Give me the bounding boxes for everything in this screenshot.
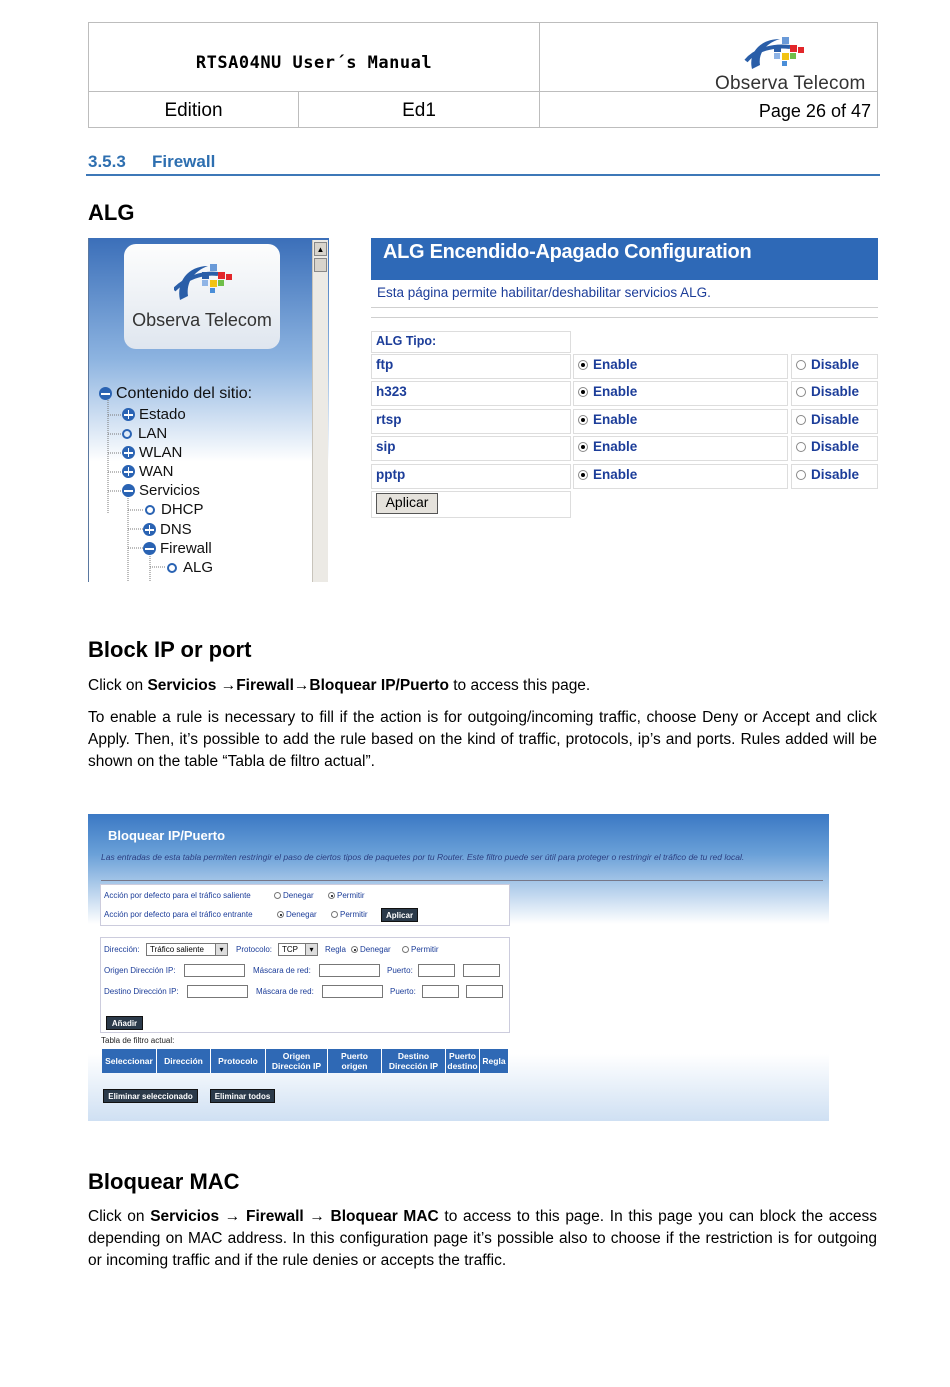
- block-ip-intro: Las entradas de esta tabla permiten restringir el paso de ciertos tipos de paquetes por tu Router. Este filtro puede ser útil para proteger o restringir el tráfico de tu red local.: [101, 852, 745, 862]
- radio-checked-icon: [578, 442, 588, 452]
- tree-item-wan[interactable]: WAN: [122, 462, 173, 481]
- col-protocol: Protocolo: [211, 1049, 266, 1073]
- col-dst-ip: Destino Dirección IP: [382, 1049, 446, 1073]
- dst-mask-label: Máscara de red:: [256, 987, 314, 996]
- alg-row-name: ftp: [371, 354, 571, 379]
- disable-radio[interactable]: Disable: [791, 409, 878, 434]
- dst-mask-input[interactable]: [322, 985, 383, 998]
- delete-all-button[interactable]: Eliminar todos: [210, 1089, 275, 1103]
- src-ip-label: Origen Dirección IP:: [104, 966, 176, 975]
- alg-heading: ALG: [88, 200, 135, 225]
- apply-button[interactable]: Aplicar: [376, 493, 438, 514]
- tree-item-firewall[interactable]: Firewall: [143, 539, 212, 558]
- enable-radio[interactable]: Enable: [573, 381, 788, 406]
- plus-icon: [122, 465, 135, 478]
- radio-icon: [796, 415, 806, 425]
- allow-radio[interactable]: Permitir: [328, 891, 365, 900]
- circle-icon: [167, 563, 177, 573]
- edition-value: Ed1: [402, 100, 436, 121]
- col-dst-port: Puerto destino: [446, 1049, 480, 1073]
- alg-title: ALG Encendido-Apagado Configuration: [383, 241, 752, 263]
- section-title: Firewall: [152, 152, 216, 171]
- dst-port-start-input[interactable]: [422, 985, 459, 998]
- radio-icon: [796, 360, 806, 370]
- outgoing-label: Acción por defecto para el tráfico saliente: [104, 891, 251, 900]
- alg-type-label: ALG Tipo:: [371, 331, 571, 353]
- tree-item-servicios[interactable]: Servicios: [122, 481, 200, 500]
- dst-port-end-input[interactable]: [466, 985, 503, 998]
- rule-label: Regla: [325, 945, 346, 954]
- direction-select[interactable]: Tráfico saliente ▾: [146, 943, 228, 956]
- radio-checked-icon: [351, 946, 358, 953]
- deny-radio[interactable]: Denegar: [277, 910, 317, 919]
- enable-radio[interactable]: Enable: [573, 409, 788, 434]
- sidebar: [88, 238, 329, 582]
- radio-icon: [796, 442, 806, 452]
- add-button[interactable]: Añadir: [106, 1016, 143, 1030]
- radio-checked-icon: [578, 387, 588, 397]
- radio-icon: [796, 470, 806, 480]
- observa-logo-icon: [174, 258, 244, 306]
- alg-row-name: pptp: [371, 464, 571, 489]
- plus-icon: [122, 408, 135, 421]
- col-rule: Regla: [480, 1049, 509, 1073]
- tree-item-dns[interactable]: DNS: [143, 520, 192, 539]
- disable-radio[interactable]: Disable: [791, 436, 878, 461]
- radio-checked-icon: [328, 892, 335, 899]
- radio-icon: [796, 387, 806, 397]
- sidebar-scrollbar[interactable]: [312, 240, 328, 582]
- block-ip-title: Bloquear IP/Puerto: [108, 828, 226, 843]
- dst-ip-label: Destino Dirección IP:: [104, 987, 179, 996]
- direction-label: Dirección:: [104, 945, 140, 954]
- tree-item-estado[interactable]: Estado: [122, 405, 186, 424]
- deny-radio[interactable]: Denegar: [274, 891, 314, 900]
- src-mask-label: Máscara de red:: [253, 966, 311, 975]
- minus-icon: [122, 484, 135, 497]
- col-src-port: Puerto origen: [328, 1049, 382, 1073]
- alg-title-bar: [371, 238, 878, 280]
- tree-item-alg[interactable]: ALG: [167, 558, 213, 577]
- protocol-select[interactable]: TCP ▾: [278, 943, 318, 956]
- radio-checked-icon: [578, 360, 588, 370]
- observa-logo-icon: [744, 31, 826, 75]
- plus-icon: [143, 523, 156, 536]
- allow-radio[interactable]: Permitir: [402, 945, 439, 954]
- tree-item-dhcp[interactable]: DHCP: [145, 500, 204, 519]
- apply-button[interactable]: Aplicar: [381, 908, 418, 922]
- radio-checked-icon: [578, 415, 588, 425]
- alg-row-name: h323: [371, 381, 571, 406]
- col-direction: Dirección: [157, 1049, 211, 1073]
- radio-icon: [331, 911, 338, 918]
- block-ip-screenshot: [88, 814, 829, 1121]
- radio-checked-icon: [277, 911, 284, 918]
- section-rule: [86, 174, 880, 176]
- alg-config-panel: [371, 238, 878, 582]
- col-select: Seleccionar: [102, 1049, 157, 1073]
- src-port-start-input[interactable]: [418, 964, 455, 977]
- page-header: [88, 22, 878, 128]
- circle-icon: [145, 505, 155, 515]
- deny-radio[interactable]: Denegar: [351, 945, 391, 954]
- minus-icon: [99, 387, 112, 400]
- src-ip-input[interactable]: [184, 964, 245, 977]
- protocol-label: Protocolo:: [236, 945, 273, 954]
- tree-item-wlan[interactable]: WLAN: [122, 443, 182, 462]
- enable-radio[interactable]: Enable: [573, 354, 788, 379]
- section-heading: [88, 152, 215, 172]
- enable-radio[interactable]: Enable: [573, 436, 788, 461]
- delete-selected-button[interactable]: Eliminar seleccionado: [103, 1089, 198, 1103]
- incoming-label: Acción por defecto para el tráfico entrante: [104, 910, 253, 919]
- alg-screenshot: [88, 238, 878, 582]
- sidebar-logo: [124, 244, 280, 349]
- manual-title: RTSA04NU User´s Manual: [195, 53, 433, 73]
- logo-text: Observa Telecom: [715, 73, 866, 94]
- radio-checked-icon: [578, 470, 588, 480]
- sidebar-logo-text: Observa Telecom: [132, 310, 272, 330]
- mac-heading: Bloquear MAC: [88, 1169, 240, 1194]
- dst-ip-input[interactable]: [187, 985, 248, 998]
- plus-icon: [122, 446, 135, 459]
- alg-row-name: sip: [371, 436, 571, 461]
- tree-item-lan[interactable]: LAN: [122, 424, 167, 443]
- tree-item-contenido[interactable]: Contenido del sitio:: [99, 384, 252, 403]
- circle-icon: [122, 429, 132, 439]
- alg-row-name: rtsp: [371, 409, 571, 434]
- dst-port-label: Puerto:: [390, 987, 416, 996]
- radio-icon: [274, 892, 281, 899]
- alg-description: Esta página permite habilitar/deshabilitar servicios ALG.: [371, 280, 878, 308]
- disable-radio[interactable]: Disable: [791, 354, 878, 379]
- src-port-label: Puerto:: [387, 966, 413, 975]
- src-mask-input[interactable]: [319, 964, 380, 977]
- src-port-end-input[interactable]: [463, 964, 500, 977]
- enable-radio[interactable]: Enable: [573, 464, 788, 489]
- scroll-thumb[interactable]: [314, 258, 327, 272]
- minus-icon: [143, 542, 156, 555]
- block-paragraph-2: To enable a rule is necessary to fill if the action is for outgoing/incoming traffic, choose Deny or Accept and click Apply. Then, it’s possible to add the rule based on the kind of traffic, protocols, ip’s and ports. Rules added will be shown on the table “Tabla de filtro actual”.: [88, 709, 877, 770]
- allow-radio[interactable]: Permitir: [331, 910, 368, 919]
- scroll-up-icon[interactable]: ▲: [314, 242, 327, 256]
- table-label: Tabla de filtro actual:: [101, 1036, 175, 1045]
- section-number: 3.5.3: [88, 152, 126, 171]
- edition-label: Edition: [164, 100, 223, 121]
- block-heading: Block IP or port: [88, 637, 252, 662]
- disable-radio[interactable]: Disable: [791, 464, 878, 489]
- disable-radio[interactable]: Disable: [791, 381, 878, 406]
- mac-paragraph: Click on Servicios → Firewall → Bloquear MAC to access to this page. In this page you can block the access depending on MAC address. In this configuration page it’s possible also to choose if the restriction is for outgoing or incoming traffic and if the rule denies or accepts the traffic.: [88, 1208, 878, 1269]
- page-number: Page 26 of 47: [758, 101, 871, 121]
- block-paragraph-1: Click on Servicios →Firewall→Bloquear IP/Puerto to access this page.: [88, 677, 591, 694]
- radio-icon: [402, 946, 409, 953]
- col-src-ip: Origen Dirección IP: [266, 1049, 328, 1073]
